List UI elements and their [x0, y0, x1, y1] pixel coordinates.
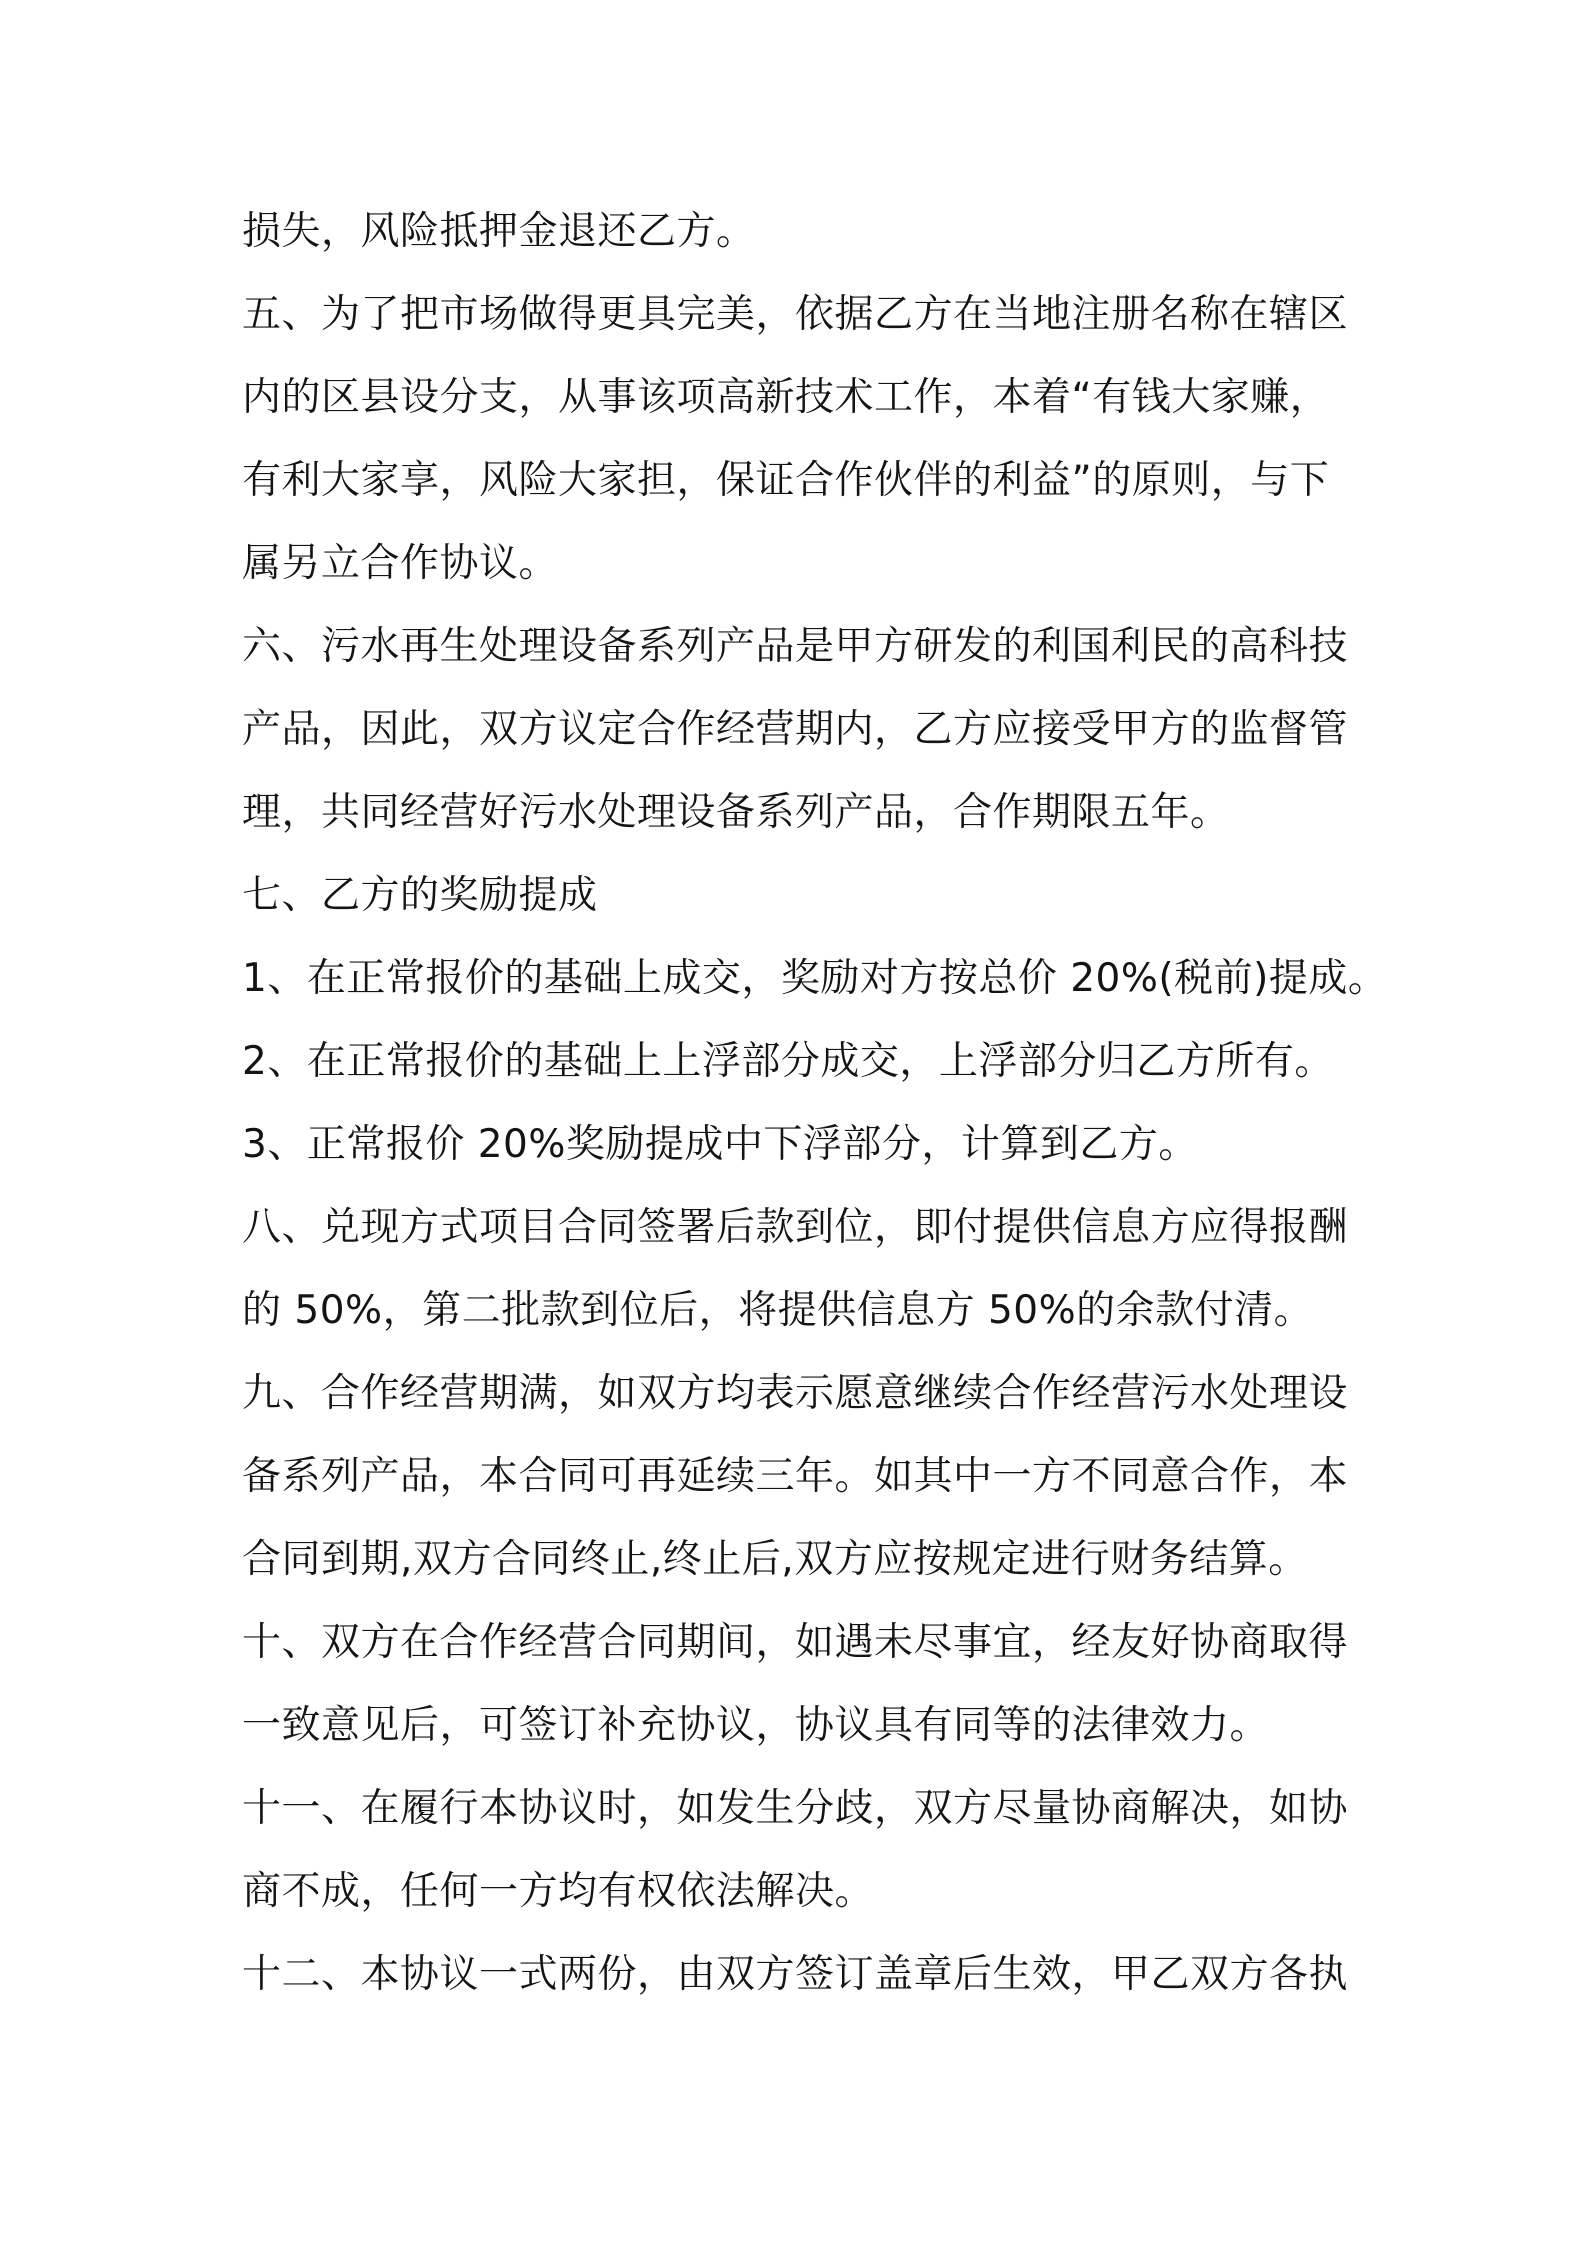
- text-line: 有利大家享，风险大家担，保证合作伙伴的利益”的原则，与下: [242, 458, 1330, 503]
- text-line: 九、合作经营期满，如双方均表示愿意继续合作经营污水处理设: [242, 1371, 1349, 1416]
- text-line: 六、污水再生处理设备系列产品是甲方研发的利国利民的高科技: [242, 624, 1349, 669]
- text-line: 产品，因此，双方议定合作经营期内，乙方应接受甲方的监督管: [242, 707, 1349, 752]
- text-line: 八、兑现方式项目合同签署后款到位，即付提供信息方应得报酬: [242, 1205, 1349, 1250]
- text-line: 七、乙方的奖励提成: [242, 873, 598, 918]
- text-line: 的 50%，第二批款到位后，将提供信息方 50%的余款付清。: [242, 1288, 1314, 1333]
- text-line: 一致意见后，可签订补充协议，协议具有同等的法律效力。: [242, 1703, 1270, 1748]
- text-line: 2、在正常报价的基础上上浮部分成交，上浮部分归乙方所有。: [242, 1039, 1334, 1084]
- text-line: 属另立合作协议。: [242, 541, 559, 586]
- text-line: 合同到期,双方合同终止,终止后,双方应按规定进行财务结算。: [242, 1537, 1308, 1582]
- text-line: 1、在正常报价的基础上成交，奖励对方按总价 20%(税前)提成。: [242, 956, 1388, 1001]
- text-line: 五、为了把市场做得更具完美，依据乙方在当地注册名称在辖区: [242, 292, 1349, 337]
- text-line: 十、双方在合作经营合同期间，如遇未尽事宜，经友好协商取得: [242, 1620, 1349, 1665]
- text-line: 备系列产品，本合同可再延续三年。如其中一方不同意合作，本: [242, 1454, 1349, 1499]
- text-line: 3、正常报价 20%奖励提成中下浮部分，计算到乙方。: [242, 1122, 1198, 1167]
- text-line: 内的区县设分支，从事该项高新技术工作，本着“有钱大家赚，: [242, 375, 1330, 420]
- text-line: 十二、本协议一式两份，由双方签订盖章后生效，甲乙双方各执: [242, 1952, 1349, 1997]
- text-line: 损失，风险抵押金退还乙方。: [242, 209, 756, 254]
- text-line: 十一、在履行本协议时，如发生分歧，双方尽量协商解决，如协: [242, 1786, 1349, 1831]
- text-line: 理，共同经营好污水处理设备系列产品，合作期限五年。: [242, 790, 1230, 835]
- text-line: 商不成，任何一方均有权依法解决。: [242, 1869, 875, 1914]
- document-body: [242, 190, 1388, 2016]
